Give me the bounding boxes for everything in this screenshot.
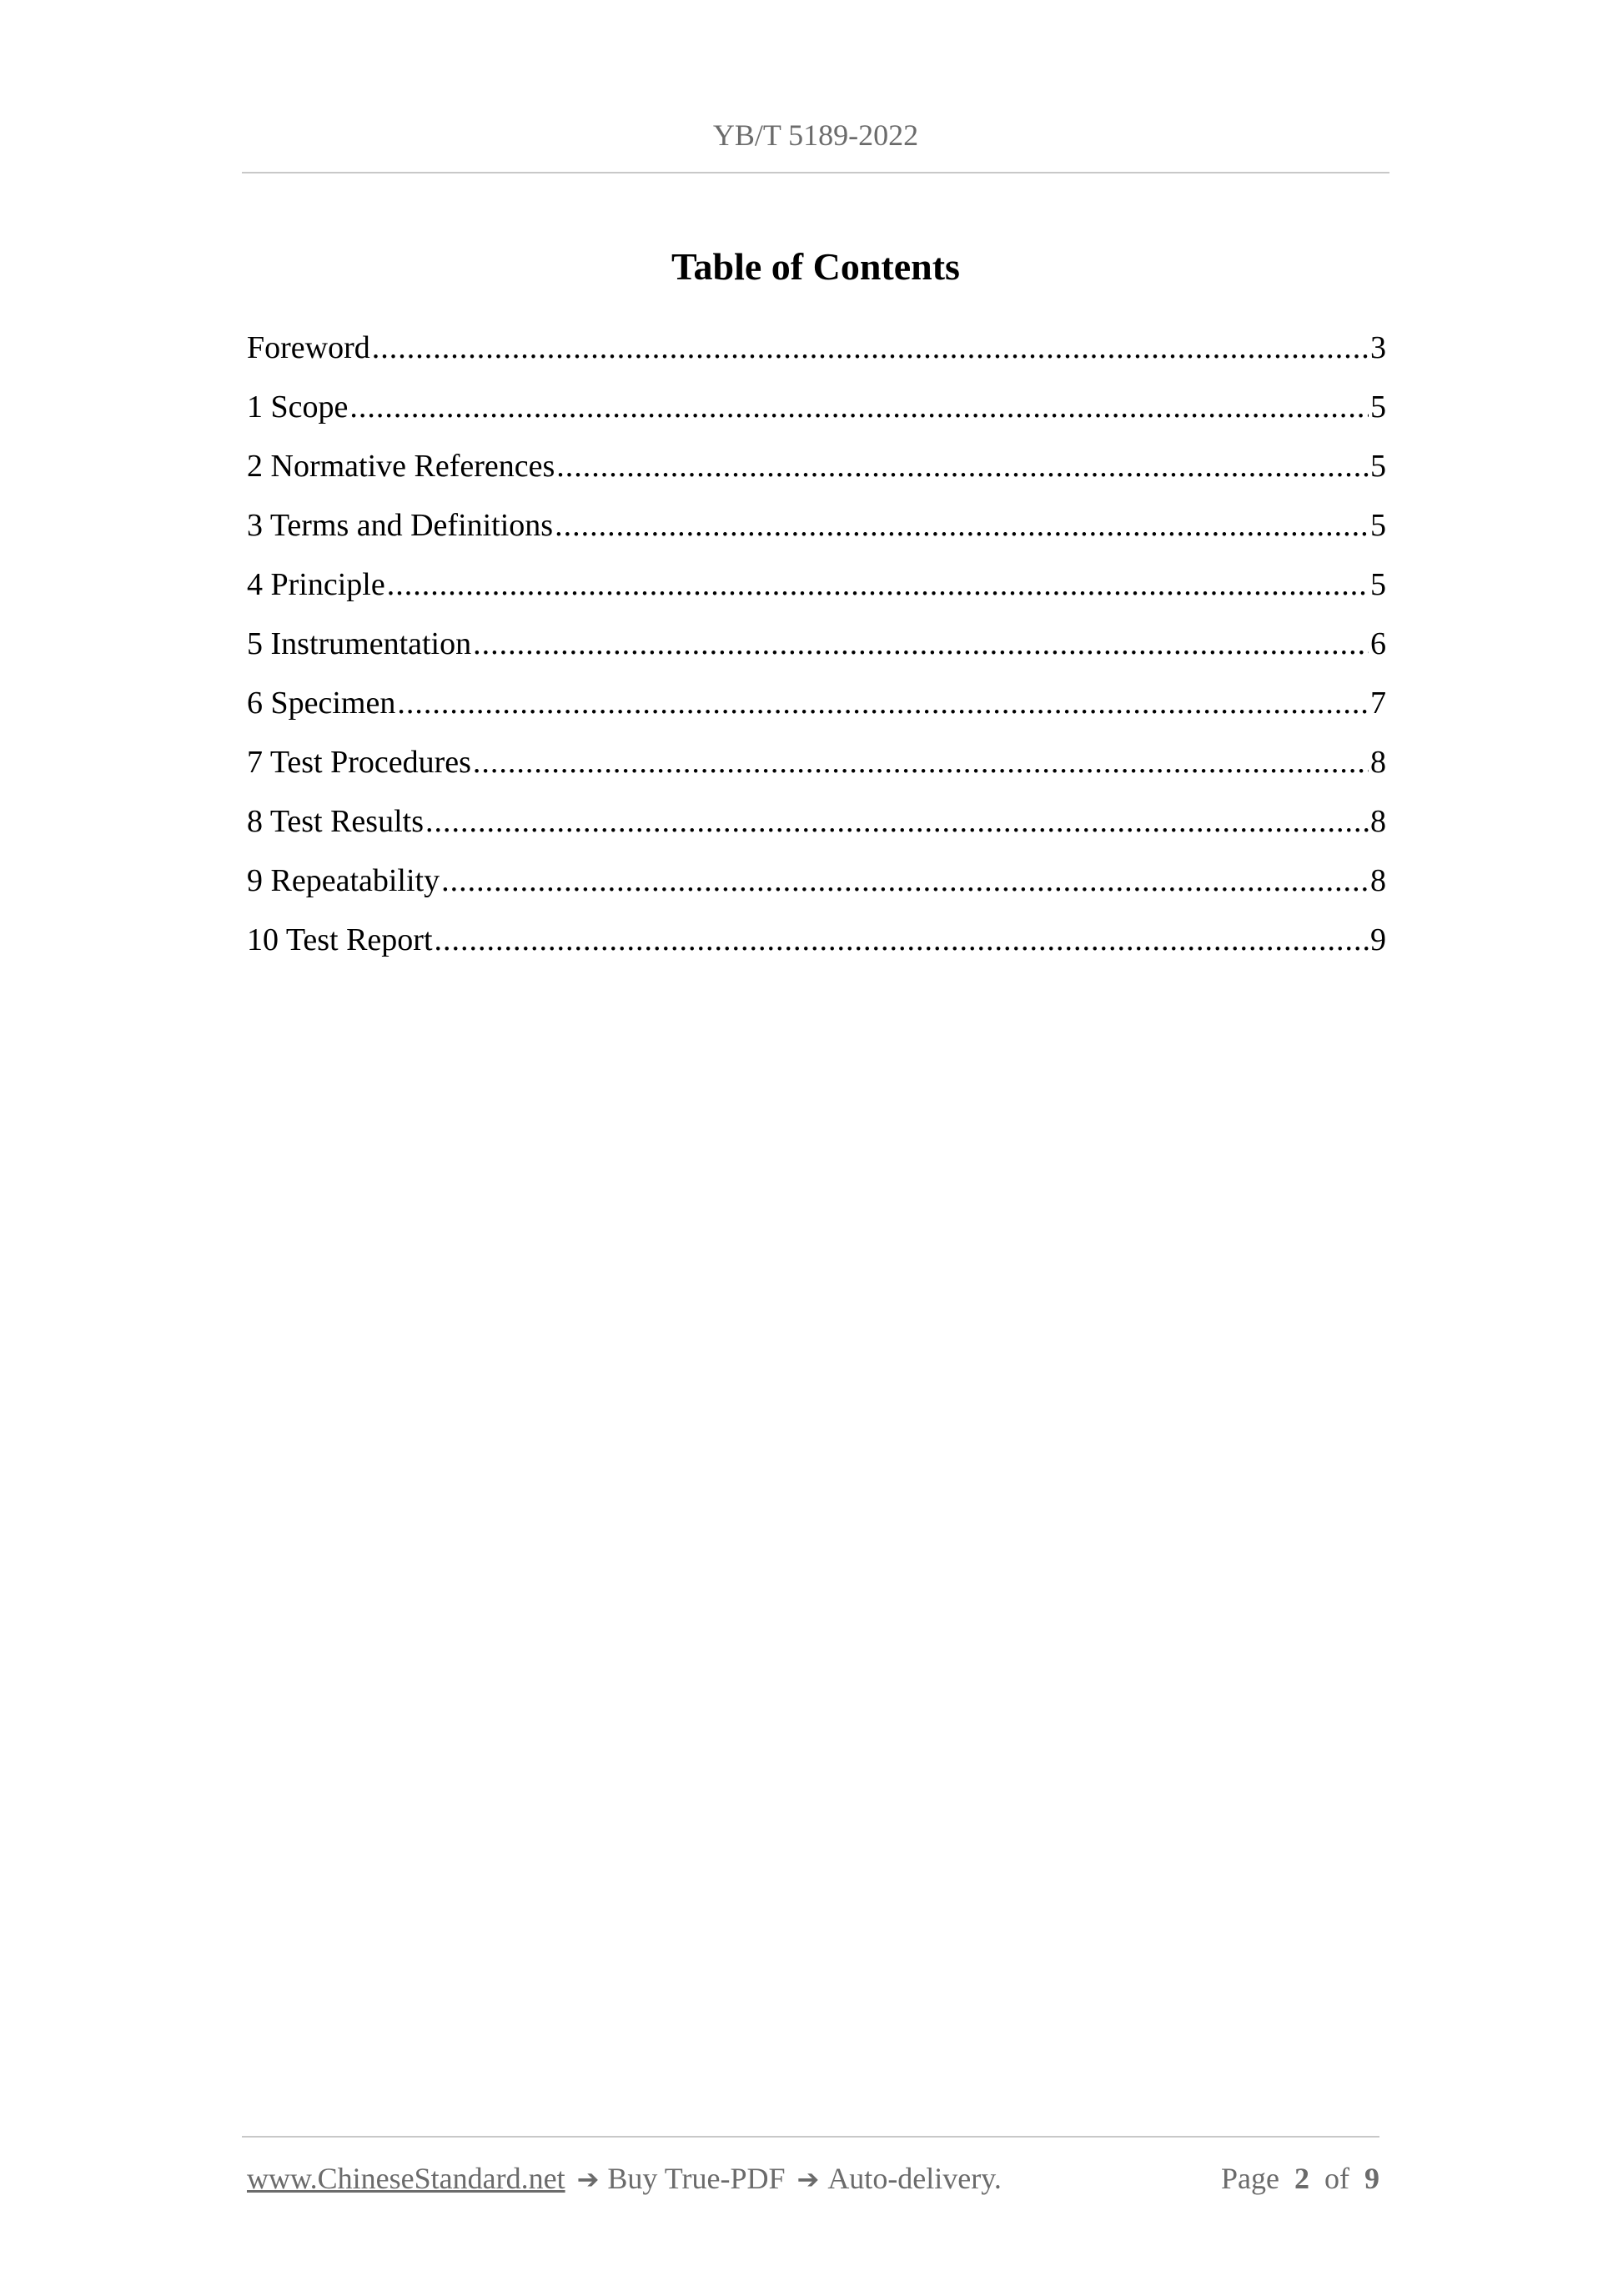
auto-delivery-text: Auto-delivery. (827, 2162, 1002, 2195)
toc-dot-leader (435, 917, 1369, 963)
toc-dot-leader (473, 739, 1369, 786)
toc-dot-leader (425, 798, 1369, 845)
toc-entry-normative-references[interactable] (247, 443, 1386, 502)
toc-entry-test-procedures[interactable] (247, 739, 1386, 798)
toc-title: Table of Contents (671, 245, 960, 288)
toc-entry-page: 6 (1370, 626, 1386, 661)
toc-entry-page: 8 (1370, 804, 1386, 839)
toc-dot-leader (349, 384, 1369, 430)
buy-true-pdf-text: Buy True-PDF (607, 2162, 786, 2195)
toc-dot-leader (555, 502, 1369, 549)
toc-entry-test-results[interactable] (247, 798, 1386, 857)
toc-dot-leader (387, 561, 1369, 608)
toc-entry-label: 4 Principle (247, 567, 385, 602)
toc-entry-label: 3 Terms and Definitions (247, 508, 554, 543)
toc-dot-leader (372, 324, 1369, 371)
page-label: Page (1221, 2162, 1279, 2195)
toc-entry-repeatability[interactable] (247, 857, 1386, 917)
toc-entry-page: 8 (1370, 863, 1386, 898)
page-number (1221, 2153, 1379, 2203)
current-page-number: 2 (1294, 2162, 1309, 2195)
toc-entry-page: 8 (1370, 745, 1386, 780)
toc-entry-page: 7 (1370, 686, 1386, 721)
toc-entry-page: 5 (1370, 508, 1386, 543)
table-of-contents (247, 324, 1386, 976)
right-arrow-icon: ➔ (576, 2163, 600, 2195)
header-divider (242, 172, 1389, 173)
page-footer (247, 2153, 1379, 2203)
toc-entry-foreword[interactable] (247, 324, 1386, 384)
toc-entry-principle[interactable] (247, 561, 1386, 620)
toc-entry-specimen[interactable] (247, 680, 1386, 739)
toc-entry-label: 6 Specimen (247, 686, 396, 721)
toc-entry-label: 9 Repeatability (247, 863, 440, 898)
toc-entry-label: 7 Test Procedures (247, 745, 471, 780)
total-page-count: 9 (1364, 2162, 1379, 2195)
footer-promo (247, 2153, 1002, 2204)
toc-entry-page: 5 (1370, 567, 1386, 602)
toc-entry-label: 2 Normative References (247, 449, 555, 484)
toc-dot-leader (441, 857, 1369, 904)
toc-entry-label: 5 Instrumentation (247, 626, 472, 661)
footer-divider (242, 2136, 1379, 2138)
toc-entry-label: Foreword (247, 330, 370, 365)
of-label: of (1324, 2162, 1349, 2195)
toc-entry-test-report[interactable] (247, 917, 1386, 976)
toc-entry-terms-and-definitions[interactable] (247, 502, 1386, 561)
toc-entry-label: 1 Scope (247, 389, 349, 425)
toc-entry-page: 5 (1370, 389, 1386, 425)
toc-entry-scope[interactable] (247, 384, 1386, 443)
toc-entry-page: 9 (1370, 922, 1386, 957)
document-code-header: YB/T 5189-2022 (712, 118, 919, 152)
site-link[interactable]: www.ChineseStandard.net (247, 2162, 565, 2195)
toc-entry-page: 3 (1370, 330, 1386, 365)
toc-entry-label: 8 Test Results (247, 804, 424, 839)
right-arrow-icon: ➔ (796, 2163, 820, 2195)
toc-entry-label: 10 Test Report (247, 922, 433, 957)
toc-entry-page: 5 (1370, 449, 1386, 484)
toc-dot-leader (556, 443, 1369, 490)
toc-dot-leader (397, 680, 1369, 726)
toc-entry-instrumentation[interactable] (247, 620, 1386, 680)
toc-dot-leader (473, 620, 1369, 667)
